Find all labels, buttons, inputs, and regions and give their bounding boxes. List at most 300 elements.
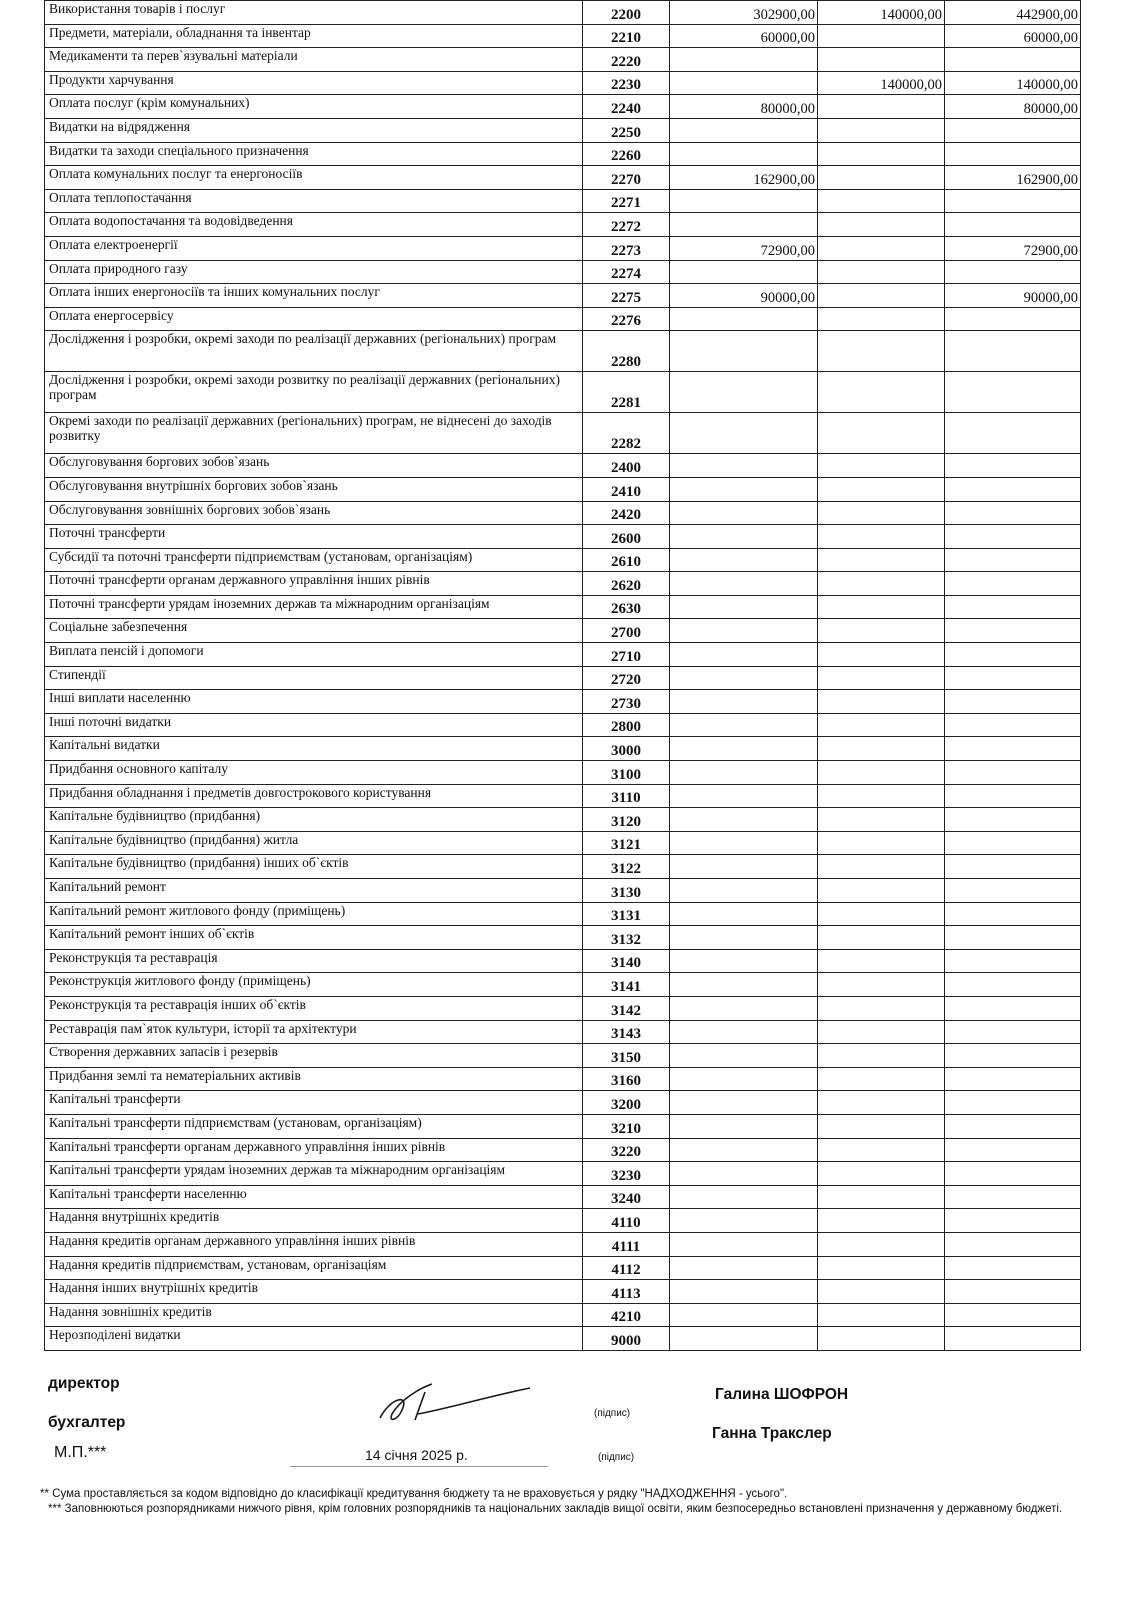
row-code: 2272 [583, 213, 670, 237]
row-value-1 [670, 189, 818, 213]
row-value-3: 140000,00 [945, 71, 1081, 95]
row-code: 2230 [583, 71, 670, 95]
row-value-1 [670, 1256, 818, 1280]
stamp-label: М.П.*** [54, 1444, 107, 1461]
row-value-2 [818, 784, 945, 808]
row-name: Обслуговування зовнішніх боргових зобов`язань [45, 501, 583, 525]
row-code: 2250 [583, 118, 670, 142]
row-value-2 [818, 413, 945, 454]
row-value-2 [818, 595, 945, 619]
row-value-1: 72900,00 [670, 236, 818, 260]
row-name: Реконструкція та реставрація [45, 949, 583, 973]
row-value-1 [670, 690, 818, 714]
row-value-2 [818, 619, 945, 643]
row-value-3: 90000,00 [945, 284, 1081, 308]
accountant-label: бухгалтер [48, 1414, 126, 1431]
row-name: Поточні трансферти органам державного управління інших рівнів [45, 572, 583, 596]
row-value-1: 302900,00 [670, 1, 818, 25]
table-row [45, 949, 1081, 973]
row-value-1 [670, 831, 818, 855]
row-value-2 [818, 1209, 945, 1233]
row-code: 2630 [583, 595, 670, 619]
row-value-1 [670, 1162, 818, 1186]
row-code: 2610 [583, 548, 670, 572]
row-value-1 [670, 477, 818, 501]
row-code: 2800 [583, 713, 670, 737]
row-name: Капітальне будівництво (придбання) [45, 808, 583, 832]
row-code: 3140 [583, 949, 670, 973]
row-code: 3132 [583, 926, 670, 950]
row-code: 3210 [583, 1114, 670, 1138]
row-name: Капітальний ремонт інших об`єктів [45, 926, 583, 950]
row-code: 4210 [583, 1303, 670, 1327]
table-row [45, 761, 1081, 785]
row-value-3 [945, 307, 1081, 331]
row-code: 2600 [583, 525, 670, 549]
row-code: 2271 [583, 189, 670, 213]
row-name: Надання кредитів органам державного управління інших рівнів [45, 1232, 583, 1256]
row-code: 4111 [583, 1232, 670, 1256]
row-value-2 [818, 1114, 945, 1138]
table-row [45, 690, 1081, 714]
row-value-1 [670, 1327, 818, 1351]
row-value-3 [945, 902, 1081, 926]
row-name: Капітальне будівництво (придбання) інших об`єктів [45, 855, 583, 879]
row-value-3 [945, 666, 1081, 690]
row-code: 2220 [583, 48, 670, 72]
row-code: 3130 [583, 879, 670, 903]
table-row [45, 666, 1081, 690]
table-row [45, 95, 1081, 119]
director-name: Галина ШОФРОН [715, 1386, 849, 1403]
row-value-3 [945, 413, 1081, 454]
row-value-1 [670, 48, 818, 72]
row-code: 2200 [583, 1, 670, 25]
table-row [45, 413, 1081, 454]
row-name: Придбання основного капіталу [45, 761, 583, 785]
table-row [45, 784, 1081, 808]
table-row [45, 855, 1081, 879]
row-value-3 [945, 1114, 1081, 1138]
row-code: 3100 [583, 761, 670, 785]
row-name: Надання кредитів підприємствам, установам, організаціям [45, 1256, 583, 1280]
row-value-2 [818, 737, 945, 761]
row-name: Оплата теплопостачання [45, 189, 583, 213]
row-value-2 [818, 95, 945, 119]
row-value-2 [818, 1091, 945, 1115]
row-value-2 [818, 372, 945, 413]
table-row [45, 142, 1081, 166]
row-name: Виплата пенсій і допомоги [45, 643, 583, 667]
row-value-3 [945, 643, 1081, 667]
row-value-3 [945, 525, 1081, 549]
row-code: 4113 [583, 1280, 670, 1304]
table-row [45, 48, 1081, 72]
row-code: 3240 [583, 1185, 670, 1209]
table-row [45, 501, 1081, 525]
row-value-2 [818, 949, 945, 973]
row-name: Видатки та заходи спеціального призначення [45, 142, 583, 166]
row-value-3 [945, 1303, 1081, 1327]
table-row [45, 879, 1081, 903]
row-code: 3142 [583, 996, 670, 1020]
row-value-1 [670, 525, 818, 549]
row-name: Стипендії [45, 666, 583, 690]
director-label: директор [48, 1375, 120, 1392]
table-row [45, 1256, 1081, 1280]
row-value-2 [818, 761, 945, 785]
row-code: 2210 [583, 24, 670, 48]
table-row [45, 1209, 1081, 1233]
row-code: 2276 [583, 307, 670, 331]
row-value-1: 90000,00 [670, 284, 818, 308]
table-row [45, 1044, 1081, 1068]
row-value-1 [670, 1020, 818, 1044]
row-value-2 [818, 666, 945, 690]
row-code: 3110 [583, 784, 670, 808]
row-value-1 [670, 926, 818, 950]
row-code: 2275 [583, 284, 670, 308]
row-code: 3160 [583, 1067, 670, 1091]
row-code: 2720 [583, 666, 670, 690]
row-value-3 [945, 737, 1081, 761]
row-value-2 [818, 331, 945, 372]
table-row [45, 973, 1081, 997]
handwritten-signature [370, 1378, 540, 1430]
row-value-3 [945, 548, 1081, 572]
row-name: Капітальний ремонт житлового фонду (приміщень) [45, 902, 583, 926]
row-code: 4110 [583, 1209, 670, 1233]
row-value-1 [670, 855, 818, 879]
row-value-3 [945, 48, 1081, 72]
table-row [45, 213, 1081, 237]
row-name: Капітальні видатки [45, 737, 583, 761]
row-name: Капітальні трансферти населенню [45, 1185, 583, 1209]
row-value-2 [818, 1185, 945, 1209]
table-row [45, 24, 1081, 48]
row-value-3 [945, 619, 1081, 643]
row-code: 2420 [583, 501, 670, 525]
row-name: Субсидії та поточні трансферти підприємствам (установам, організаціям) [45, 548, 583, 572]
row-name: Придбання землі та нематеріальних активів [45, 1067, 583, 1091]
row-value-2 [818, 1138, 945, 1162]
table-row [45, 831, 1081, 855]
row-name: Предмети, матеріали, обладнання та інвентар [45, 24, 583, 48]
row-value-3 [945, 572, 1081, 596]
row-value-3 [945, 1256, 1081, 1280]
row-value-2 [818, 24, 945, 48]
row-value-1 [670, 1209, 818, 1233]
row-value-1 [670, 1114, 818, 1138]
row-code: 3122 [583, 855, 670, 879]
row-value-2 [818, 973, 945, 997]
table-row [45, 1, 1081, 25]
row-code: 4112 [583, 1256, 670, 1280]
table-row [45, 71, 1081, 95]
row-value-2 [818, 1280, 945, 1304]
row-value-1 [670, 808, 818, 832]
row-value-2 [818, 643, 945, 667]
row-value-3 [945, 855, 1081, 879]
row-value-1 [670, 501, 818, 525]
row-value-3 [945, 260, 1081, 284]
row-value-2 [818, 48, 945, 72]
row-value-2 [818, 996, 945, 1020]
row-name: Реставрація пам`яток культури, історії та архітектури [45, 1020, 583, 1044]
row-value-3 [945, 213, 1081, 237]
row-name: Оплата інших енергоносіїв та інших комунальних послуг [45, 284, 583, 308]
table-row [45, 619, 1081, 643]
row-value-2 [818, 1256, 945, 1280]
row-name: Надання внутрішніх кредитів [45, 1209, 583, 1233]
row-value-3 [945, 477, 1081, 501]
row-name: Надання зовнішніх кредитів [45, 1303, 583, 1327]
footnote-2: *** Заповнюються розпорядниками нижчого рівня, крім головних розпорядників та національних закладів вищої освіти, яким безпосередньо встановлені призначення у державному бюджеті. [48, 1503, 1063, 1515]
row-name: Капітальні трансферти [45, 1091, 583, 1115]
row-value-1 [670, 902, 818, 926]
row-value-3 [945, 142, 1081, 166]
row-value-1 [670, 71, 818, 95]
row-value-2 [818, 260, 945, 284]
row-value-1 [670, 331, 818, 372]
row-value-1 [670, 260, 818, 284]
row-value-2 [818, 236, 945, 260]
row-name: Обслуговування боргових зобов`язань [45, 454, 583, 478]
row-code: 2400 [583, 454, 670, 478]
table-row [45, 1280, 1081, 1304]
row-value-1 [670, 949, 818, 973]
row-value-2 [818, 1067, 945, 1091]
row-value-2 [818, 1303, 945, 1327]
row-value-2 [818, 501, 945, 525]
row-value-3 [945, 761, 1081, 785]
row-code: 2710 [583, 643, 670, 667]
row-value-3 [945, 949, 1081, 973]
accountant-signature-caption: (підпис) [598, 1452, 635, 1463]
row-code: 3120 [583, 808, 670, 832]
row-value-3 [945, 1162, 1081, 1186]
table-row [45, 236, 1081, 260]
row-value-3 [945, 595, 1081, 619]
row-value-1: 60000,00 [670, 24, 818, 48]
row-value-1 [670, 1138, 818, 1162]
row-code: 2273 [583, 236, 670, 260]
table-body [45, 1, 1081, 1351]
row-code: 2274 [583, 260, 670, 284]
row-name: Оплата електроенергії [45, 236, 583, 260]
row-code: 3131 [583, 902, 670, 926]
row-value-1 [670, 666, 818, 690]
table-row [45, 307, 1081, 331]
row-value-2 [818, 454, 945, 478]
row-code: 9000 [583, 1327, 670, 1351]
row-value-2 [818, 1020, 945, 1044]
row-value-3 [945, 1232, 1081, 1256]
row-value-3 [945, 118, 1081, 142]
row-value-3: 72900,00 [945, 236, 1081, 260]
row-value-1 [670, 118, 818, 142]
table-row [45, 996, 1081, 1020]
row-code: 2620 [583, 572, 670, 596]
row-value-2: 140000,00 [818, 1, 945, 25]
row-code: 3141 [583, 973, 670, 997]
row-value-3 [945, 690, 1081, 714]
signature-date: 14 січня 2025 р. [365, 1447, 468, 1463]
row-code: 2700 [583, 619, 670, 643]
row-value-1 [670, 996, 818, 1020]
row-name: Окремі заходи по реалізації державних (регіональних) програм, не віднесені до заходів розвитку [45, 413, 583, 454]
table-row [45, 737, 1081, 761]
row-value-1 [670, 1232, 818, 1256]
row-code: 3150 [583, 1044, 670, 1068]
row-name: Капітальний ремонт [45, 879, 583, 903]
row-value-1 [670, 784, 818, 808]
row-name: Поточні трансферти урядам іноземних держав та міжнародним організаціям [45, 595, 583, 619]
row-name: Оплата комунальних послуг та енергоносіїв [45, 166, 583, 190]
row-value-3 [945, 1280, 1081, 1304]
row-value-3 [945, 1138, 1081, 1162]
row-value-2 [818, 142, 945, 166]
row-value-2 [818, 477, 945, 501]
budget-table-container [44, 0, 1080, 1351]
row-code: 3121 [583, 831, 670, 855]
row-value-3 [945, 1044, 1081, 1068]
row-name: Надання інших внутрішніх кредитів [45, 1280, 583, 1304]
row-value-3 [945, 713, 1081, 737]
table-row [45, 926, 1081, 950]
row-value-2 [818, 572, 945, 596]
row-name: Медикаменти та перев`язувальні матеріали [45, 48, 583, 72]
row-name: Капітальні трансферти органам державного управління інших рівнів [45, 1138, 583, 1162]
row-value-3 [945, 1185, 1081, 1209]
row-name: Інші виплати населенню [45, 690, 583, 714]
row-name: Інші поточні видатки [45, 713, 583, 737]
table-row [45, 189, 1081, 213]
row-value-3 [945, 189, 1081, 213]
table-row [45, 1067, 1081, 1091]
row-value-2 [818, 855, 945, 879]
row-code: 2730 [583, 690, 670, 714]
row-name: Оплата енергосервісу [45, 307, 583, 331]
row-value-1 [670, 372, 818, 413]
row-code: 2281 [583, 372, 670, 413]
row-value-2 [818, 831, 945, 855]
row-code: 3143 [583, 1020, 670, 1044]
row-value-2 [818, 1232, 945, 1256]
row-code: 2282 [583, 413, 670, 454]
row-value-2 [818, 926, 945, 950]
row-value-2 [818, 1327, 945, 1351]
row-code: 2410 [583, 477, 670, 501]
row-value-3 [945, 1209, 1081, 1233]
row-value-1 [670, 879, 818, 903]
row-name: Використання товарів і послуг [45, 1, 583, 25]
accountant-name: Ганна Тракслер [712, 1425, 832, 1442]
row-value-1 [670, 973, 818, 997]
row-code: 3220 [583, 1138, 670, 1162]
table-row [45, 331, 1081, 372]
row-value-1 [670, 619, 818, 643]
row-value-2 [818, 1162, 945, 1186]
row-value-3 [945, 808, 1081, 832]
table-row [45, 1091, 1081, 1115]
row-value-1 [670, 572, 818, 596]
row-name: Реконструкція житлового фонду (приміщень) [45, 973, 583, 997]
row-value-2 [818, 166, 945, 190]
row-value-1 [670, 713, 818, 737]
row-value-2 [818, 808, 945, 832]
footnote-1: ** Сума проставляється за кодом відповідно до класифікації кредитування бюджету та не враховується у рядку "НАДХОДЖЕННЯ - усього". [40, 1488, 788, 1500]
row-value-2 [818, 1044, 945, 1068]
table-row [45, 477, 1081, 501]
table-row [45, 284, 1081, 308]
row-value-2 [818, 879, 945, 903]
table-row [45, 1185, 1081, 1209]
row-value-3 [945, 879, 1081, 903]
row-value-1 [670, 1185, 818, 1209]
row-value-2 [818, 548, 945, 572]
row-name: Капітальні трансферти урядам іноземних держав та міжнародним організаціям [45, 1162, 583, 1186]
row-value-3 [945, 1067, 1081, 1091]
table-row [45, 1020, 1081, 1044]
row-value-3 [945, 1091, 1081, 1115]
table-row [45, 595, 1081, 619]
row-name: Дослідження і розробки, окремі заходи по реалізації державних (регіональних) програм [45, 331, 583, 372]
row-value-3 [945, 454, 1081, 478]
row-value-1 [670, 548, 818, 572]
table-row [45, 902, 1081, 926]
table-row [45, 1114, 1081, 1138]
row-name: Реконструкція та реставрація інших об`єктів [45, 996, 583, 1020]
row-name: Дослідження і розробки, окремі заходи розвитку по реалізації державних (регіональних) програм [45, 372, 583, 413]
table-row [45, 1232, 1081, 1256]
row-value-2: 140000,00 [818, 71, 945, 95]
row-value-1 [670, 1067, 818, 1091]
table-row [45, 1138, 1081, 1162]
table-row [45, 643, 1081, 667]
table-row [45, 1303, 1081, 1327]
row-value-3: 80000,00 [945, 95, 1081, 119]
row-value-3: 60000,00 [945, 24, 1081, 48]
row-value-1 [670, 1280, 818, 1304]
row-code: 2260 [583, 142, 670, 166]
row-name: Поточні трансферти [45, 525, 583, 549]
row-code: 3230 [583, 1162, 670, 1186]
table-row [45, 1162, 1081, 1186]
row-value-1 [670, 213, 818, 237]
row-value-1 [670, 1091, 818, 1115]
row-value-1 [670, 595, 818, 619]
row-value-3 [945, 784, 1081, 808]
row-value-3 [945, 1020, 1081, 1044]
row-value-3 [945, 1327, 1081, 1351]
row-value-1 [670, 761, 818, 785]
table-row [45, 808, 1081, 832]
row-value-3 [945, 372, 1081, 413]
row-value-2 [818, 118, 945, 142]
row-value-1 [670, 454, 818, 478]
row-value-1 [670, 307, 818, 331]
table-row [45, 166, 1081, 190]
row-name: Капітальне будівництво (придбання) житла [45, 831, 583, 855]
row-value-1: 80000,00 [670, 95, 818, 119]
date-underline [290, 1466, 548, 1467]
row-value-3 [945, 926, 1081, 950]
row-value-2 [818, 189, 945, 213]
row-code: 2280 [583, 331, 670, 372]
row-value-1: 162900,00 [670, 166, 818, 190]
row-value-2 [818, 525, 945, 549]
